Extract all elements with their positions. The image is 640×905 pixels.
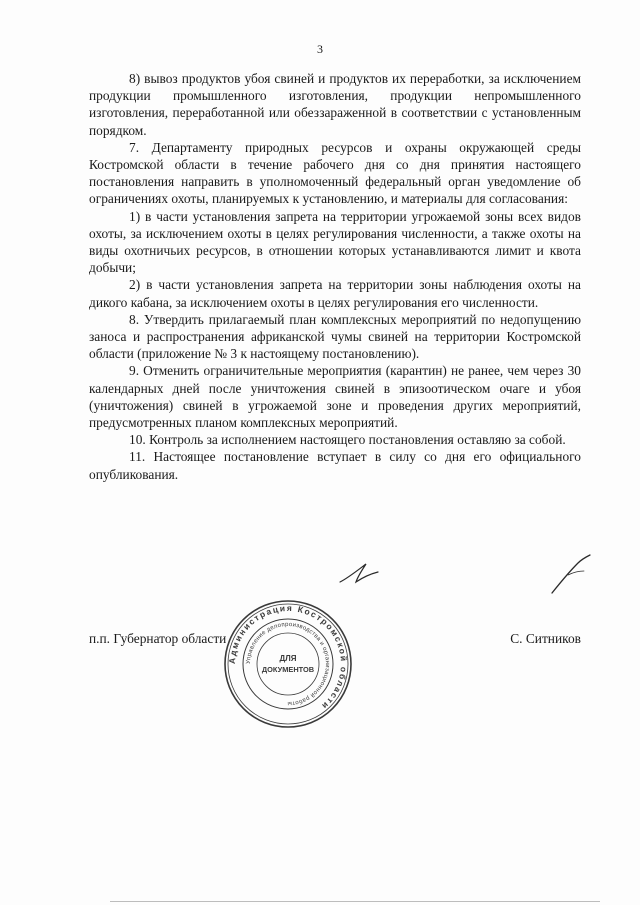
handwritten-signature [548,553,592,597]
page-number: 3 [317,42,323,56]
initial-mark [336,560,382,586]
stamp-outer-text: Администрация Костромской области [226,602,350,713]
scan-edge-line [110,901,600,902]
svg-text:Управление делопроизводства и [246,622,330,706]
stamp-inner-text: Управление делопроизводства и организационной работы [245,621,331,707]
paragraph-11: 11. Настоящее постановление вступает в силу со дня его официального опубликования. [89,449,581,482]
document-body [89,70,581,483]
signer-name: С. Ситников [510,631,581,646]
paragraph-7-1: 1) в части установления запрета на территории угрожаемой зоны всех видов охоты, за исключением охоты в целях регулирования численности, а также охоты на виды охотничьих ресурсов, в отношении которых устанавливаются лимит и квота добычи; [89,208,581,276]
paragraph-7: 7. Департаменту природных ресурсов и охраны окружающей среды Костромской области в течение рабочего дня со дня принятия настоящего постановления направить в уполномоченный федеральный орган уведомление об ограничениях охоты, планируемых к установлению, и материалы для согласования: [89,139,581,207]
official-stamp-seal [222,598,354,730]
signer-position: п.п. Губернатор области [89,631,227,646]
stamp-center-line2: ДОКУМЕНТОВ [261,665,315,674]
paragraph-8: 8. Утвердить прилагаемый план комплексных мероприятий по недопущению заноса и распространения африканской чумы свиней на территории Костромской области (приложение № 3 к настоящему постановлению). [89,311,581,362]
paragraph-10: 10. Контроль за исполнением настоящего постановления оставляю за собой. [129,432,566,448]
paragraph-item-8: 8) вывоз продуктов убоя свиней и продуктов их переработки, за исключением продукции промышленного изготовления, продукции непромышленного изготовления, переработанной или обеззараженной в соответствии с установленным порядком. [89,71,581,138]
paragraph-9: 9. Отменить ограничительные мероприятия (карантин) не ранее, чем через 30 календарных дней после уничтожения свиней в эпизоотическом очаге и убоя (уничтожения) свиней в угрожаемой зоне и проведения других мероприятий, предусмотренных планом комплексных мероприятий. [89,363,581,431]
stamp-center-line1: ДЛЯ [279,654,297,663]
paragraph-7-2: 2) в части установления запрета на территории зоны наблюдения охоты на дикого кабана, за исключением охоты в целях регулирования его численности. [89,277,581,310]
